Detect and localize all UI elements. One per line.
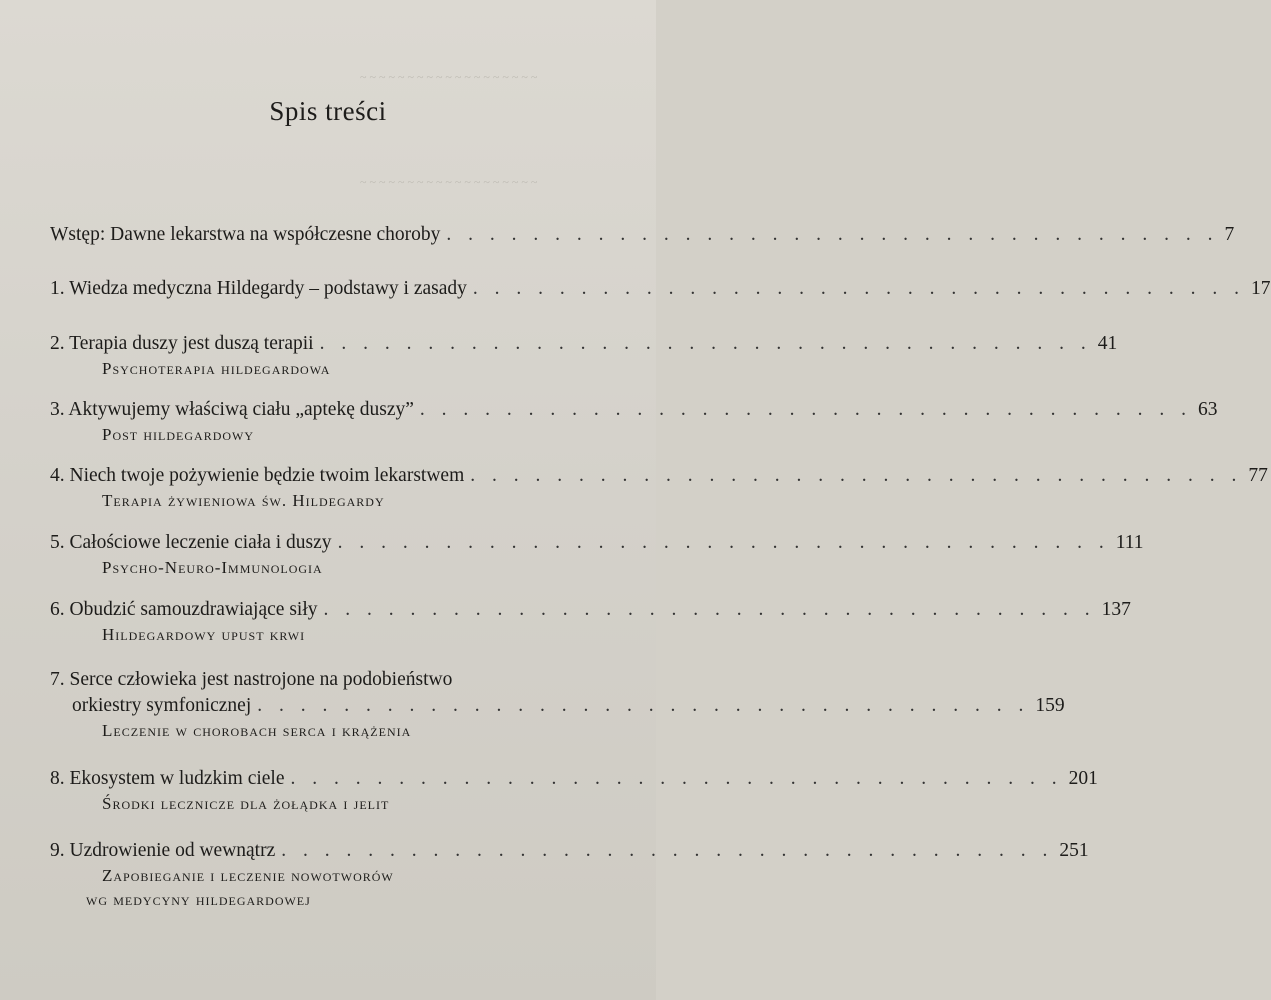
toc-entry-subtitle: Zapobieganie i leczenie nowotworów [102,866,394,885]
toc-entry-title-continued: orkiestry symfonicznej [72,695,252,716]
toc-entry-title: 2. Terapia duszy jest duszą terapii [50,333,314,354]
leader-dots: . . . . . . . . . . . . . . . . . . . . . . . . . . . . . . . . . . . . [470,465,1243,486]
leader-dots: . . . . . . . . . . . . . . . . . . . . . . . . . . . . . . . . . . . . [290,768,1063,789]
toc-entry [50,667,1065,743]
toc-line [50,530,1144,556]
toc-page-number: 63 [1198,399,1218,420]
toc-entry [50,276,1271,302]
toc-line [50,276,1271,302]
toc-entry-subtitle: Terapia żywieniowa św. Hildegardy [102,491,385,510]
toc-line [50,766,1098,792]
toc-line-continued [50,693,1065,719]
toc-entry-title: 3. Aktywujemy właściwą ciału „aptekę duszy” [50,399,414,420]
toc-line [50,463,1268,489]
toc-page-number: 77 [1248,465,1268,486]
toc-entry-title: 8. Ekosystem w ludzkim ciele [50,768,285,789]
leader-dots: . . . . . . . . . . . . . . . . . . . . . . . . . . . . . . . . . . . . [257,695,1030,716]
toc-page-number: 111 [1115,532,1144,553]
toc-page-number: 17 [1251,278,1271,299]
leader-dots: . . . . . . . . . . . . . . . . . . . . . . . . . . . . . . . . . . . . [472,278,1246,299]
toc-line [50,838,1089,864]
toc-entry-subtitle: Psycho-Neuro-Immunologia [102,558,323,577]
toc-page-number: 7 [1224,224,1235,245]
toc-line [50,222,1235,248]
leader-dots: . . . . . . . . . . . . . . . . . . . . . . . . . . . . . . . . . . . . [419,399,1193,420]
toc-entry-title: 4. Niech twoje pożywienie będzie twoim lekarstwem [50,465,465,486]
toc-entry-subtitle: Leczenie w chorobach serca i krążenia [102,721,412,740]
toc-entry-title: 9. Uzdrowienie od wewnątrz [50,840,276,861]
toc-line [50,667,616,693]
toc-entry-subtitle: Post hildegardowy [102,425,255,444]
toc-page-number: 201 [1068,768,1098,789]
leader-dots: . . . . . . . . . . . . . . . . . . . . . . . . . . . . . . . . . . . . [319,333,1092,354]
toc-entry [50,463,1268,513]
leader-dots: . . . . . . . . . . . . . . . . . . . . . . . . . . . . . . . . . . . . [323,599,1096,620]
leader-dots: . . . . . . . . . . . . . . . . . . . . . . . . . . . . . . . . . . . . [281,840,1054,861]
toc-page-number: 137 [1101,599,1131,620]
toc-page-number: 159 [1035,695,1065,716]
leader-dots: . . . . . . . . . . . . . . . . . . . . . . . . . . . . . . . . . . . . [446,224,1219,245]
toc-entry-title: 7. Serce człowieka jest nastrojone na podobieństwo [50,669,453,690]
toc-entry [50,397,1218,447]
toc-page-number: 251 [1059,840,1089,861]
toc-line [50,331,1118,357]
toc-entry-title: 6. Obudzić samouzdrawiające siły [50,599,318,620]
toc-line [50,397,1218,423]
toc-entry [50,222,1235,248]
toc-line [50,597,1131,623]
toc-page-number: 41 [1097,333,1118,354]
toc-entry-title: Wstęp: Dawne lekarstwa na współczesne choroby [50,224,441,245]
toc-entry-subtitle: Środki lecznicze dla żołądka i jelit [102,794,390,813]
toc-entry [50,766,1098,816]
show-through-text: ~ ~ ~ ~ ~ ~ ~ ~ ~ ~ ~ ~ ~ ~ ~ ~ ~ ~ ~ [360,70,538,84]
toc-entry-title: 1. Wiedza medyczna Hildegardy – podstawy i zasady [50,278,467,299]
toc-entry-subtitle-continued: wg medycyny hildegardowej [86,890,311,909]
toc-entry [50,838,1089,912]
page-title: Spis treści [269,96,387,126]
show-through-text: ~ ~ ~ ~ ~ ~ ~ ~ ~ ~ ~ ~ ~ ~ ~ ~ ~ ~ ~ [360,175,538,189]
toc-entry-subtitle: Psychoterapia hildegardowa [102,359,331,378]
toc-entry [50,331,1118,381]
toc-entry-title: 5. Całościowe leczenie ciała i duszy [50,532,332,553]
toc-entry [50,597,1131,647]
toc-entry-subtitle: Hildegardowy upust krwi [102,625,306,644]
toc-entry [50,530,1144,580]
leader-dots: . . . . . . . . . . . . . . . . . . . . . . . . . . . . . . . . . . . . [337,532,1110,553]
